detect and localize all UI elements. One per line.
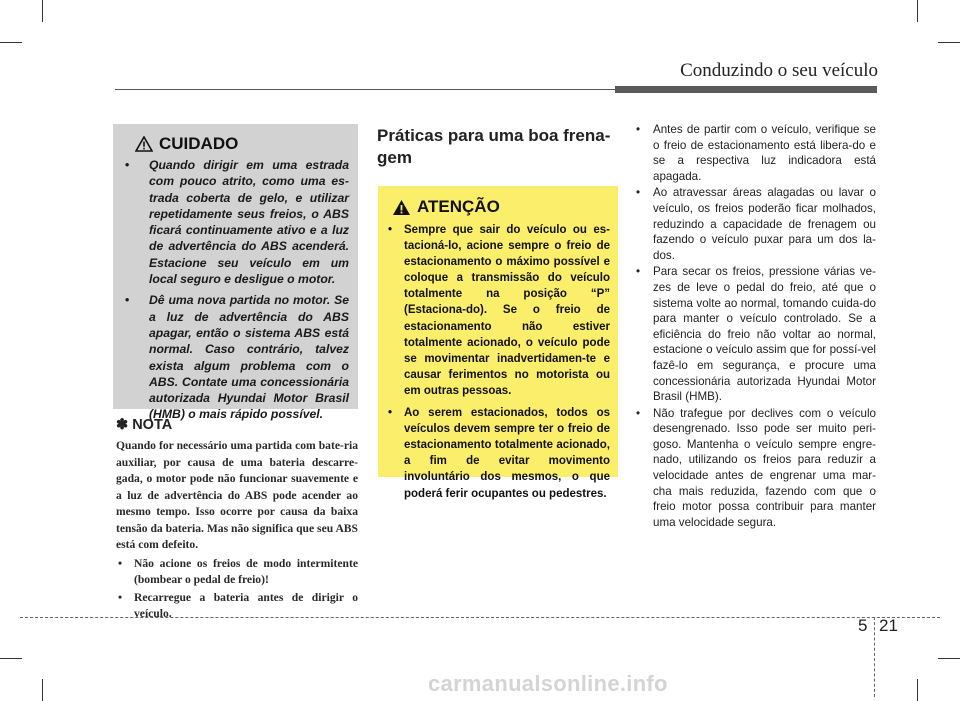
crop-mark [917, 679, 918, 701]
tip-item: • Para secar os freios, pressione várias ve-zes de leve o pedal do freio, até que o sistema volte ao normal, tomando cuida-do para manter o veículo controlado. Se a eficiência do freio não voltar ao normal, estacione o veículo assim que for possí-vel fazê-lo em segurança, e procure uma concessionária autorizada Hyundai Motor Brasil (HMB). [636, 265, 876, 404]
tip-item: • Não trafegue por declives com o veículo desengrenado. Isso pode ser muito peri-goso. Mantenha o veículo sempre engre-nado, utilizando os freios para reduzir a velocidade antes de engrenar uma mar-cha mais reduzida, fazendo com que o freio motor possa contribuir para manter uma velocidade segura. [636, 406, 876, 529]
warning-triangle-icon [392, 199, 411, 216]
crop-mark [0, 658, 22, 659]
caution-title: CUIDADO [159, 134, 239, 153]
caution-box [113, 124, 358, 422]
watermark: carmanualsonline.info [428, 671, 668, 696]
crop-mark [938, 658, 960, 659]
note-title: NOTA [132, 417, 173, 433]
page-number: 21 [879, 616, 898, 635]
footer-rule [20, 617, 940, 618]
section-title: Práticas para uma boa frena-gem [377, 126, 611, 167]
braking-tips-list [636, 122, 876, 531]
note-item: • Não acione os freios de modo intermitente (bombear o pedal de freio)! [118, 556, 358, 586]
crop-mark [917, 0, 918, 22]
chapter-number: 5 [858, 616, 868, 635]
caution-item: • Dê uma nova partida no motor. Se a luz de advertência do ABS apagar, então o sistema ABS está normal. Caso contrário, talvez exista algum problema com o ABS. Contate uma concessionária autorizada Hyundai Motor Brasil (HMB) o mais rápido possível. [125, 293, 349, 422]
attention-item: • Sempre que sair do veículo ou es-tacioná-lo, acione sempre o freio de estacionamento o máximo possível e coloque a transmissão do veículo totalmente na posição “P” (Estaciona-do). Se o freio de estacionamento não estiver totalmente acionado, o veículo pode se movimentar inadvertidamen-te e causar ferimentos no motorista ou em outras pessoas. [388, 224, 610, 397]
attention-list [388, 222, 610, 508]
crop-mark [42, 0, 43, 22]
footer-divider [874, 617, 875, 697]
crop-mark [0, 42, 22, 43]
warning-triangle-icon [135, 136, 153, 152]
attention-item: • Ao serem estacionados, todos os veículos devem sempre ter o freio de estacionamento totalmente acionado, a fim de evitar movimento involuntário dos mesmos, o que poderá ferir ocupantes ou pedestres. [388, 407, 610, 500]
note-body [116, 438, 358, 624]
chapter-header-title: Conduzindo o seu veículo [680, 60, 878, 81]
note-list [116, 556, 358, 623]
header-rule [115, 89, 615, 90]
crop-mark [938, 42, 960, 43]
crop-mark [42, 679, 43, 701]
note-star-icon: ✽ [116, 417, 129, 433]
attention-title: ATENÇÃO [417, 197, 500, 216]
header-bar [615, 86, 877, 93]
attention-box [378, 186, 618, 500]
note-text: Quando for necessário uma partida com bate-ria auxiliar, por causa de uma bateria descarre-gada, o motor pode não funcionar suavemente e a luz de advertência do ABS pode acender ao mesmo tempo. Isso ocorre por causa da baixa tensão da bateria. Mas não significa que seu ABS está com defeito. [116, 439, 358, 551]
caution-item: • Quando dirigir em uma estrada com pouco atrito, como uma es-trada coberta de gelo, e utilizar repetidamente seus freios, o ABS ficará continuamente ativo e a luz de advertência do ABS acenderá. Estacione seu veículo em um local seguro e desligue o motor. [125, 158, 349, 287]
tip-item: • Antes de partir com o veículo, verifique se o freio de estacionamento está libera-do e se a respectiva luz indicadora está apagada. [636, 123, 876, 183]
attention-heading [392, 197, 500, 217]
caution-list [121, 157, 349, 428]
tip-item: • Ao atravessar áreas alagadas ou lavar o veículo, os freios poderão ficar molhados, reduzindo a capacidade de frenagem ou fazendo o veículo puxar para um dos la-dos. [636, 186, 876, 262]
note-heading [116, 417, 172, 433]
note-item: • Recarregue a bateria antes de dirigir o veículo. [118, 590, 358, 620]
caution-heading [135, 134, 238, 154]
